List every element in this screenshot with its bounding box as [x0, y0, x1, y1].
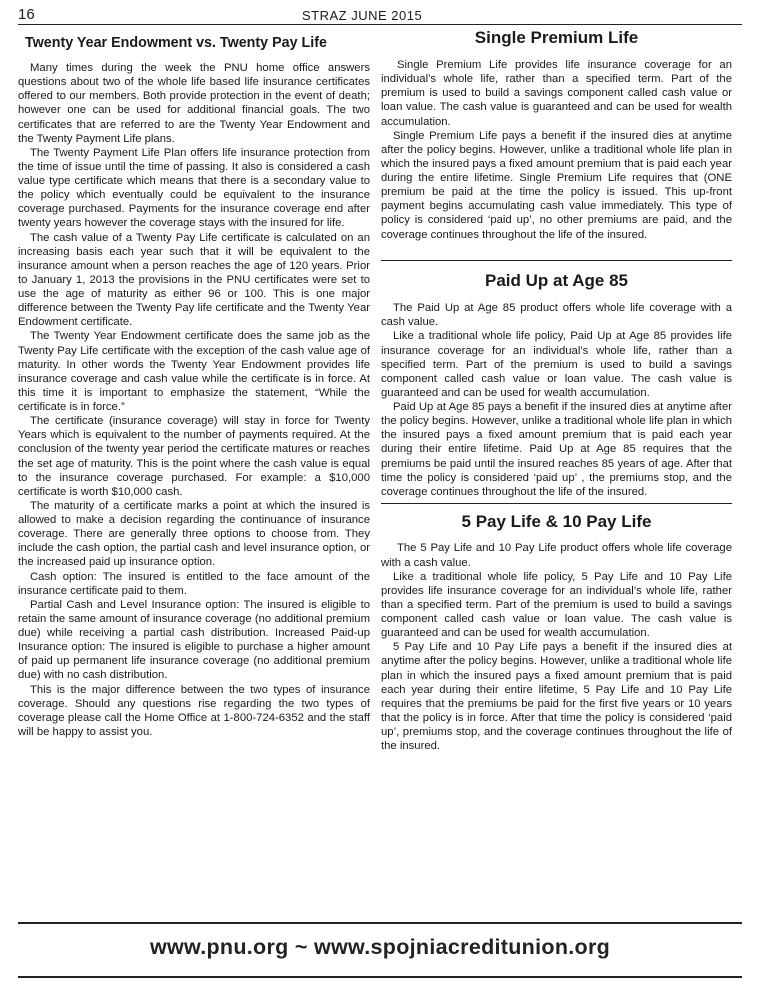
- paragraph: Partial Cash and Level Insurance option: The insured is eligible to retain the same amount of insurance coverage (no additional premium due) while receiving a partial cash distribution. Increased Paid-up Insurance option: The insured is eligible to purchase a higher amount of paid up permanent life insurance coverage (no additional premium due) with no cash distribution.: [18, 598, 370, 682]
- section-paid-up-85: [381, 261, 732, 499]
- paragraph: This is the major difference between the two types of insurance coverage. Should any questions rise regarding the two types of coverage please call the Home Office at 1-800-724-6352 and the staff will be happy to assist you.: [18, 683, 370, 738]
- footer-urls: www.pnu.org ~ www.spojniacreditunion.org: [149, 935, 611, 959]
- page-header: [18, 4, 742, 26]
- paragraph: 5 Pay Life and 10 Pay Life pays a benefit if the insured dies at anytime after the policy begins. However, unlike a traditional whole life plan in which the insured pays a fixed amount premium that is paid each year during their entire lifetime, 5 Pay Life and 10 Pay Life requires that the premiums be paid for the first five years or 10 years that the policy is in force. After that time the policy is considered ‘paid up’, premiums stop, and the coverage continues throughout the life of the insured.: [381, 641, 732, 753]
- paragraph: Many times during the week the PNU home office answers questions about two of the whole life based life insurance certificates offered to our members. Both provide protection in the event of death; however one can be used for additional financial goals. The two certificates that are referred to are the Twenty Year Endowment and the Twenty Payment Life plans.: [18, 62, 370, 145]
- paragraph: Like a traditional whole life policy, Paid Up at Age 85 provides life insurance coverage for an individual’s whole life, rather than a specified term. Part of the premium is used to build a savings component called cash value or loan value. The cash value is guaranteed and can be used for wealth accumulation.: [381, 330, 732, 399]
- section-title-single-premium: Single Premium Life: [474, 28, 639, 47]
- section-single-premium: [381, 28, 732, 242]
- right-column: [381, 28, 732, 753]
- paragraph: Single Premium Life pays a benefit if the insured dies at anytime after the policy begins. However, unlike a traditional whole life plan in which the insured pays a fixed amount premium that is paid each year during the entire lifetime. Single Premium Life requires that (ONE premium be paid at the time the policy is issued. This up-front payment begins accumulating cash value immediately. This type of policy is considered ‘paid up’, no other premiums are paid, and the coverage continues throughout the life of the insured.: [381, 129, 732, 241]
- paragraph: The cash value of a Twenty Pay Life certificate is calculated on an increasing basis each year such that it will be equivalent to the insurance amount when a person reaches the age of 120 years. Prior to January 1, 2013 the provisions in the PNU certificates were set to use the age of maturity as either 96 or 100. This is one major difference between the Twenty Pay life certificate and the Twenty Year Endowment certificate.: [18, 231, 370, 329]
- paragraph: The maturity of a certificate marks a point at which the insured is allowed to make a decision regarding the continuance of insurance coverage. There are generally three options to choose from. They include the cash option, the partial cash and level insurance option, or the increased paid up insurance option.: [18, 499, 370, 569]
- paragraph: The Twenty Year Endowment certificate does the same job as the Twenty Pay Life certificate with the exception of the cash value age of maturity. In other words the Twenty Year Endowment provides life insurance coverage and cash value while the certificate is in force. At this time it is important to emphasize the statement, “While the certificate is in force.”: [18, 330, 370, 413]
- paragraph: The Twenty Payment Life Plan offers life insurance protection from the time of issue until the time of passing. It also is considered a cash value type certificate which means that there is a secondary value to the policy which eventually could be equivalent to the insurance coverage purchased. Payments for the insurance coverage end after twenty years however the coverage stays with the insured for life.: [18, 146, 370, 230]
- paragraph: Cash option: The insured is entitled to the face amount of the insurance certificate paid to them.: [18, 570, 370, 597]
- section-title-paid-up-85: Paid Up at Age 85: [485, 271, 628, 291]
- paragraph: Like a traditional whole life policy, 5 Pay Life and 10 Pay Life provides life insurance coverage for an individual’s whole life, rather than a specified term. Part of the premium is used to build a savings component called cash value or loan value. The cash value is guaranteed and can be used for wealth accumulation.: [381, 570, 732, 640]
- footer-bottom-rule: [18, 976, 742, 978]
- page-number: 16: [18, 6, 35, 23]
- issue-title: STRAZ JUNE 2015: [302, 8, 423, 23]
- article-title-endowment: Twenty Year Endowment vs. Twenty Pay Life: [25, 35, 327, 51]
- section-5-10-pay-life: [381, 504, 732, 753]
- paragraph: The certificate (insurance coverage) will stay in force for Twenty Years which is equivalent to the number of payments required. At the conclusion of the twenty year period the certificate matures or reaches the set age of maturity. This is the point where the cash value is equal to the insurance coverage purchased. For example: a $10,000 certificate is worth $10,000 cash.: [18, 415, 370, 498]
- footer-top-rule: [18, 922, 742, 924]
- header-rule: [18, 24, 742, 25]
- paragraph: The Paid Up at Age 85 product offers whole life coverage with a cash value.: [381, 302, 732, 329]
- paragraph: Single Premium Life provides life insurance coverage for an individual’s whole life, rather than a specified term. Part of the premium is used to build a savings component called cash value or loan value. The cash value is guaranteed and can be used for wealth accumulation.: [381, 59, 732, 128]
- paragraph: Paid Up at Age 85 pays a benefit if the insured dies at anytime after the policy begins. However, unlike a traditional whole life plan in which the insured pays a fixed amount premium that is paid each year during their entire lifetime. Paid Up at Age 85 requires that the premiums be paid until the insured reaches 85 years of age. After that time the policy is considered ‘paid up’ , the premiums stop, and the coverage continues throughout the life of the insured.: [381, 401, 732, 498]
- section-title-5-10-pay-life: 5 Pay Life & 10 Pay Life: [461, 512, 652, 532]
- paragraph: The 5 Pay Life and 10 Pay Life product offers whole life coverage with a cash value.: [381, 542, 732, 569]
- left-column: [18, 28, 370, 739]
